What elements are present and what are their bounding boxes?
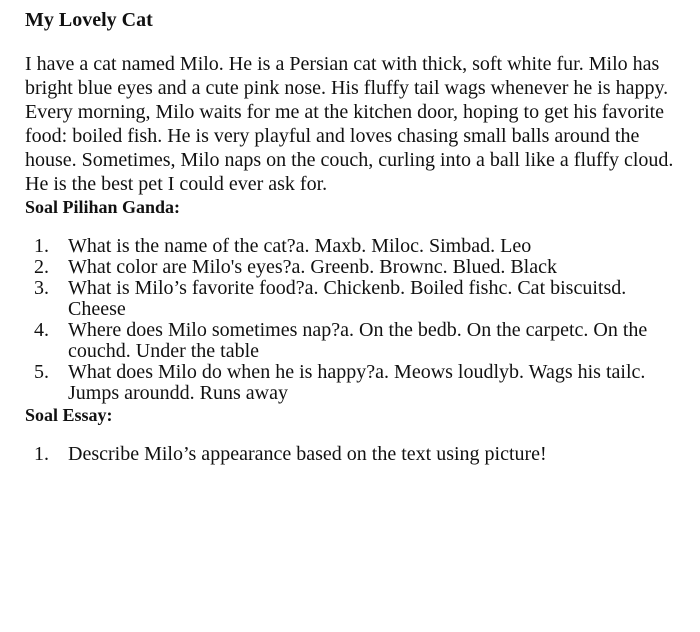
mc-question-4 [25,320,673,362]
question-text: Where does Milo sometimes nap?a. On the bedb. On the carpetc. On the couchd. Under the table [68,319,648,362]
multiple-choice-list [25,236,680,404]
mc-question-3 [25,278,673,320]
question-text: Describe Milo’s appearance based on the text using picture! [68,443,547,465]
mc-question-1 [25,236,673,257]
essay-heading: Soal Essay: [25,405,113,425]
question-number: 3. [34,277,49,299]
question-number: 1. [34,235,49,257]
mc-question-5 [25,362,673,404]
multiple-choice-heading: Soal Pilihan Ganda: [25,197,181,217]
story-paragraph: I have a cat named Milo. He is a Persian cat with thick, soft white fur. Milo has bright blue eyes and a cute pink nose. His fluffy tail wags whenever he is happy. Every morning, Milo waits for me at the kitchen door, hoping to get his favorite food: boiled fish. He is very playful and loves chasing small balls around the house. Sometimes, Milo naps on the couch, curling into a ball like a fluffy cloud. He is the best pet I could ever ask for. [25,53,674,195]
question-number: 4. [34,319,49,341]
question-text: What is the name of the cat?a. Maxb. Miloc. Simbad. Leo [68,235,532,257]
question-text: What is Milo’s favorite food?a. Chickenb. Boiled fishc. Cat biscuitsd. Cheese [68,277,627,320]
question-text: What does Milo do when he is happy?a. Meows loudlyb. Wags his tailc. Jumps aroundd. Runs away [68,361,646,404]
document-title: My Lovely Cat [25,9,153,31]
question-number: 2. [34,256,49,278]
question-number: 5. [34,361,49,383]
essay-list [25,444,680,465]
essay-question-1 [25,444,673,465]
mc-question-2 [25,257,673,278]
question-number: 1. [34,443,49,465]
question-text: What color are Milo's eyes?a. Greenb. Brownc. Blued. Black [68,256,557,278]
